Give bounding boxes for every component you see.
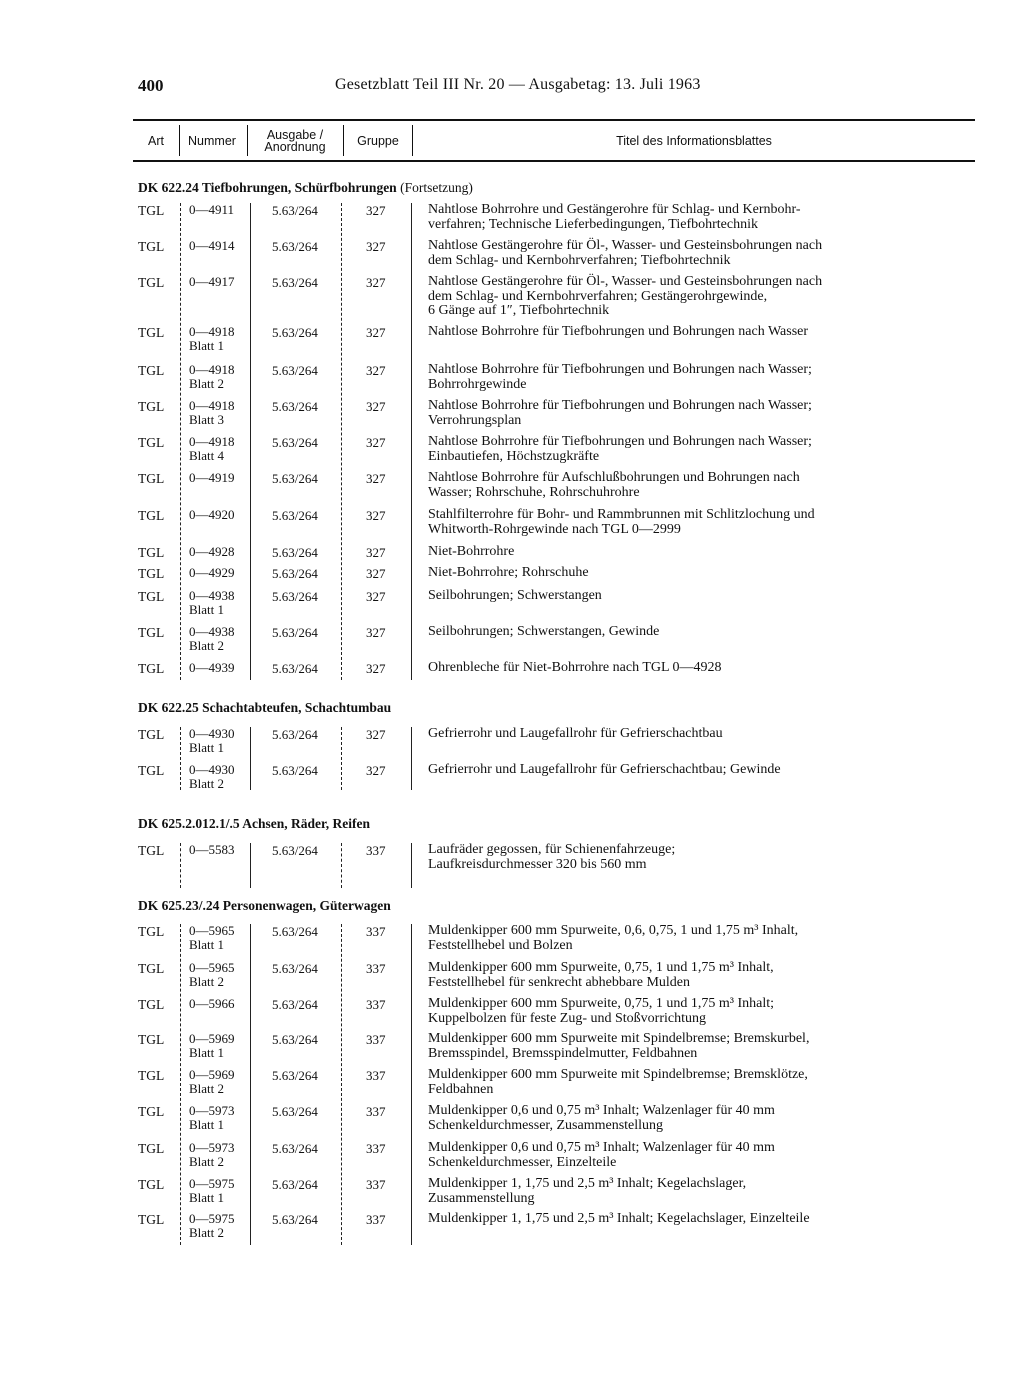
row-titel-line: Bohrrohrgewinde [428, 376, 527, 392]
column-rule [411, 727, 412, 790]
row-nummer [189, 566, 235, 580]
row-art: TGL [138, 843, 165, 858]
row-nummer-value: 0—4930 [189, 762, 235, 777]
row-ausgabe: 5.63/264 [272, 589, 318, 604]
row-titel [428, 1068, 933, 1097]
row-ausgabe: 5.63/264 [272, 1104, 318, 1119]
row-ausgabe: 5.63/264 [272, 239, 318, 254]
row-titel [428, 435, 933, 464]
row-art: TGL [138, 471, 165, 486]
row-gruppe: 337 [366, 843, 386, 858]
row-titel-line: Nahtlose Bohrrohre für Tiefbohrungen und Bohrungen nach Wasser; [428, 362, 812, 377]
row-titel-line: Bremsspindel, Bremsspindelmutter, Feldbahnen [428, 1045, 698, 1061]
row-nummer [189, 843, 235, 857]
section-heading [138, 898, 391, 914]
row-ausgabe: 5.63/264 [272, 545, 318, 560]
column-rule [341, 924, 342, 1245]
row-art: TGL [138, 325, 165, 340]
row-nummer [189, 1177, 235, 1205]
section-dk-title [138, 180, 397, 195]
row-titel [428, 625, 933, 640]
column-ausgabe [249, 121, 341, 160]
column-rule [250, 727, 251, 790]
row-gruppe: 337 [366, 924, 386, 939]
row-nummer [189, 471, 235, 485]
section-heading [138, 180, 473, 196]
row-gruppe: 327 [366, 239, 386, 254]
row-nummer-value: 0—4918 [189, 398, 235, 413]
row-titel-line: Nahtlose Bohrrohre für Tiefbohrungen und Bohrungen nach Wasser; [428, 398, 812, 413]
row-titel-line: Nahtlose Bohrrohre für Aufschlußbohrungen und Bohrungen nach [428, 470, 800, 485]
row-nummer-value: 0—4929 [189, 565, 235, 580]
row-ausgabe: 5.63/264 [272, 1141, 318, 1156]
page-number: 400 [138, 76, 164, 95]
row-titel-line: Nahtlose Gestängerohre für Öl-, Wasser- und Gesteinsbohrungen nach [428, 274, 823, 289]
row-ausgabe: 5.63/264 [272, 1032, 318, 1047]
row-titel-line: Wasser; Rohrschuhe, Rohrschuhrohre [428, 484, 640, 500]
section-dk-code: DK 625.2.012.1/.5 [138, 816, 240, 831]
row-nummer [189, 203, 234, 217]
section-heading [138, 700, 391, 716]
row-titel [428, 203, 933, 232]
row-art: TGL [138, 924, 165, 939]
row-titel-line: Verrohrungsplan [428, 412, 522, 428]
row-nummer-value: 0—4919 [189, 470, 235, 485]
row-art: TGL [138, 275, 165, 290]
row-ausgabe: 5.63/264 [272, 508, 318, 523]
row-titel-line: Niet-Bohrrohre [428, 544, 515, 559]
row-titel-line: Muldenkipper 600 mm Spurweite mit Spindelbremse; Bremskurbel, [428, 1031, 810, 1046]
row-gruppe: 327 [366, 566, 386, 581]
column-rule [411, 924, 412, 1245]
row-gruppe: 337 [366, 997, 386, 1012]
row-titel [428, 1104, 933, 1133]
row-titel-line: Muldenkipper 600 mm Spurweite, 0,75, 1 und 1,75 m³ Inhalt, [428, 960, 774, 975]
row-nummer-value: 0—5965 [189, 923, 235, 938]
section-suffix: (Fortsetzung) [400, 180, 473, 195]
row-titel [428, 843, 933, 872]
row-titel [428, 325, 933, 340]
row-nummer [189, 661, 235, 675]
row-art: TGL [138, 363, 165, 378]
row-titel [428, 1212, 933, 1227]
row-titel [428, 545, 933, 560]
row-art: TGL [138, 997, 165, 1012]
row-nummer [189, 727, 235, 755]
row-nummer [189, 435, 235, 463]
row-nummer [189, 1032, 235, 1060]
row-titel [428, 239, 933, 268]
row-art: TGL [138, 763, 165, 778]
column-rule [411, 203, 412, 680]
row-nummer-value: 0—4918 [189, 324, 235, 339]
row-nummer-value: 0—4939 [189, 660, 235, 675]
row-nummer-value: 0—4914 [189, 238, 235, 253]
row-gruppe: 327 [366, 275, 386, 290]
row-blatt: Blatt 1 [189, 937, 225, 952]
row-titel-line: Gefrierrohr und Laugefallrohr für Gefrierschachtbau [428, 726, 723, 741]
row-nummer [189, 325, 235, 353]
row-blatt: Blatt 1 [189, 602, 225, 617]
row-gruppe: 337 [366, 961, 386, 976]
row-art: TGL [138, 508, 165, 523]
row-titel-line: Niet-Bohrrohre; Rohrschuhe [428, 565, 589, 580]
row-titel [428, 763, 933, 778]
section-name: Tiefbohrungen, Schürfbohrungen [201, 180, 397, 195]
row-titel-line: Seilbohrungen; Schwerstangen [428, 588, 602, 603]
row-titel [428, 961, 933, 990]
row-nummer-value: 0—4938 [189, 624, 235, 639]
column-rule [180, 727, 181, 790]
row-blatt: Blatt 1 [189, 1190, 225, 1205]
row-art: TGL [138, 435, 165, 450]
row-ausgabe: 5.63/264 [272, 203, 318, 218]
column-rule [250, 924, 251, 1245]
section-dk-title [138, 898, 391, 913]
row-titel-line: Muldenkipper 0,6 und 0,75 m³ Inhalt; Walzenlager für 40 mm [428, 1140, 775, 1155]
row-nummer [189, 763, 235, 791]
row-nummer-value: 0—5975 [189, 1211, 235, 1226]
row-art: TGL [138, 399, 165, 414]
row-titel-line: Feststellhebel und Bolzen [428, 937, 573, 953]
row-blatt: Blatt 2 [189, 638, 225, 653]
row-nummer [189, 545, 235, 559]
row-ausgabe: 5.63/264 [272, 961, 318, 976]
column-divider [247, 125, 248, 156]
row-nummer-value: 0—4917 [189, 274, 235, 289]
row-blatt: Blatt 2 [189, 1081, 225, 1096]
column-rule [250, 203, 251, 680]
row-blatt: Blatt 1 [189, 740, 225, 755]
row-titel [428, 1177, 933, 1206]
column-rule [180, 924, 181, 1245]
row-titel [428, 661, 933, 676]
row-nummer-value: 0—4930 [189, 726, 235, 741]
row-nummer-value: 0—5969 [189, 1067, 235, 1082]
row-gruppe: 327 [366, 661, 386, 676]
row-ausgabe: 5.63/264 [272, 1177, 318, 1192]
row-ausgabe: 5.63/264 [272, 275, 318, 290]
row-art: TGL [138, 961, 165, 976]
row-titel [428, 1032, 933, 1061]
row-gruppe: 337 [366, 1177, 386, 1192]
row-blatt: Blatt 3 [189, 412, 225, 427]
row-titel-line: Seilbohrungen; Schwerstangen, Gewinde [428, 624, 660, 639]
row-blatt: Blatt 2 [189, 1225, 225, 1240]
row-titel-line: Nahtlose Bohrrohre für Tiefbohrungen und Bohrungen nach Wasser; [428, 434, 812, 449]
section-dk-title [138, 816, 370, 831]
row-titel-line: Feststellhebel für senkrecht abhebbare Mulden [428, 974, 691, 990]
column-rule [250, 843, 251, 888]
row-ausgabe: 5.63/264 [272, 924, 318, 939]
row-gruppe: 327 [366, 763, 386, 778]
row-nummer-value: 0—4928 [189, 544, 235, 559]
row-blatt: Blatt 1 [189, 1117, 225, 1132]
row-ausgabe: 5.63/264 [272, 325, 318, 340]
row-art: TGL [138, 1177, 165, 1192]
row-gruppe: 337 [366, 1032, 386, 1047]
row-nummer [189, 1068, 235, 1096]
row-blatt: Blatt 2 [189, 376, 225, 391]
row-gruppe: 327 [366, 508, 386, 523]
row-nummer [189, 625, 235, 653]
row-gruppe: 327 [366, 471, 386, 486]
column-rule [180, 843, 181, 888]
column-header [133, 119, 975, 162]
row-titel-line: Feldbahnen [428, 1081, 494, 1097]
row-titel-line: Nahtlose Bohrrohre für Tiefbohrungen und Bohrungen nach Wasser [428, 324, 809, 339]
row-gruppe: 327 [366, 435, 386, 450]
row-titel-line: Muldenkipper 1, 1,75 und 2,5 m³ Inhalt; Kegelachslager, [428, 1176, 747, 1191]
row-art: TGL [138, 203, 165, 218]
row-titel-line: Schenkeldurchmesser, Zusammenstellung [428, 1117, 664, 1133]
row-gruppe: 337 [366, 1104, 386, 1119]
section-dk-code: DK 625.23/.24 [138, 898, 220, 913]
row-nummer [189, 961, 235, 989]
section-heading [138, 816, 370, 832]
row-titel-line: dem Schlag- und Kernbohrverfahren; Gestängerohrgewinde, [428, 288, 768, 304]
row-titel-line: Laufkreisdurchmesser 320 bis 560 mm [428, 856, 647, 872]
column-rule [180, 203, 181, 680]
row-gruppe: 327 [366, 363, 386, 378]
row-titel-line: 6 Gänge auf 1″, Tiefbohrtechnik [428, 303, 610, 318]
row-titel [428, 1141, 933, 1170]
row-nummer-value: 0—5583 [189, 842, 235, 857]
row-gruppe: 337 [366, 1212, 386, 1227]
row-art: TGL [138, 661, 165, 676]
row-nummer-value: 0—5969 [189, 1031, 235, 1046]
row-ausgabe: 5.63/264 [272, 399, 318, 414]
row-art: TGL [138, 545, 165, 560]
row-titel-line: Muldenkipper 1, 1,75 und 2,5 m³ Inhalt; Kegelachslager, Einzelteile [428, 1211, 810, 1226]
column-gruppe: Gruppe [357, 133, 399, 148]
row-titel [428, 997, 933, 1026]
row-art: TGL [138, 1032, 165, 1047]
row-nummer [189, 1212, 235, 1240]
row-titel-line: Zusammenstellung [428, 1190, 535, 1206]
row-ausgabe: 5.63/264 [272, 763, 318, 778]
column-ausgabe-line1: Ausgabe / [266, 127, 324, 142]
row-titel-line: Whitworth-Rohrgewinde nach TGL 0—2999 [428, 521, 681, 537]
row-nummer-value: 0—4918 [189, 434, 235, 449]
row-ausgabe: 5.63/264 [272, 625, 318, 640]
row-nummer-value: 0—5966 [189, 996, 235, 1011]
row-ausgabe: 5.63/264 [272, 843, 318, 858]
row-gruppe: 327 [366, 545, 386, 560]
row-blatt: Blatt 2 [189, 776, 225, 791]
row-nummer-value: 0—5975 [189, 1176, 235, 1191]
row-titel-line: Muldenkipper 600 mm Spurweite, 0,6, 0,75, 1 und 1,75 m³ Inhalt, [428, 923, 799, 938]
section-dk-code: DK 622.24 [138, 180, 199, 195]
section-dk-code: DK 622.25 [138, 700, 199, 715]
row-titel-line: Nahtlose Gestängerohre für Öl-, Wasser- und Gesteinsbohrungen nach [428, 238, 823, 253]
row-titel-line: Gefrierrohr und Laugefallrohr für Gefrierschachtbau; Gewinde [428, 762, 781, 777]
row-gruppe: 327 [366, 727, 386, 742]
row-art: TGL [138, 239, 165, 254]
column-divider [343, 125, 344, 156]
row-art: TGL [138, 727, 165, 742]
row-ausgabe: 5.63/264 [272, 1068, 318, 1083]
row-titel [428, 924, 933, 953]
row-gruppe: 327 [366, 399, 386, 414]
row-ausgabe: 5.63/264 [272, 661, 318, 676]
row-titel-line: Muldenkipper 0,6 und 0,75 m³ Inhalt; Walzenlager für 40 mm [428, 1103, 775, 1118]
row-nummer [189, 997, 235, 1011]
row-gruppe: 337 [366, 1141, 386, 1156]
row-nummer [189, 1104, 235, 1132]
row-blatt: Blatt 1 [189, 1045, 225, 1060]
row-titel [428, 399, 933, 428]
row-art: TGL [138, 625, 165, 640]
row-titel [428, 508, 933, 537]
row-nummer-value: 0—4938 [189, 588, 235, 603]
row-nummer-value: 0—4918 [189, 362, 235, 377]
row-titel-line: Nahtlose Bohrrohre und Gestängerohre für Schlag- und Kernbohr- [428, 202, 801, 217]
row-titel-line: Kuppelbolzen für feste Zug- und Stoßvorrichtung [428, 1010, 706, 1026]
row-titel-line: Laufräder gegossen, für Schienenfahrzeuge; [428, 842, 676, 857]
row-blatt: Blatt 4 [189, 448, 225, 463]
row-art: TGL [138, 589, 165, 604]
section-name: Personenwagen, Güterwagen [222, 898, 391, 913]
row-nummer [189, 924, 235, 952]
row-nummer [189, 589, 235, 617]
row-nummer [189, 239, 235, 253]
row-nummer-value: 0—4920 [189, 507, 235, 522]
row-blatt: Blatt 2 [189, 1154, 225, 1169]
row-nummer [189, 399, 235, 427]
row-titel [428, 566, 933, 581]
row-blatt: Blatt 1 [189, 338, 225, 353]
row-nummer-value: 0—5973 [189, 1140, 235, 1155]
column-rule [411, 843, 412, 888]
column-ausgabe-line2: Anordnung [264, 139, 326, 154]
row-blatt: Blatt 2 [189, 974, 225, 989]
row-art: TGL [138, 1104, 165, 1119]
row-gruppe: 327 [366, 589, 386, 604]
row-titel-line: Muldenkipper 600 mm Spurweite mit Spindelbremse; Bremsklötze, [428, 1067, 808, 1082]
row-titel [428, 363, 933, 392]
section-name: Schachtabteufen, Schachtumbau [202, 700, 392, 715]
row-ausgabe: 5.63/264 [272, 471, 318, 486]
row-nummer-value: 0—5965 [189, 960, 235, 975]
row-titel-line: dem Schlag- und Kernbohrverfahren; Tiefbohrtechnik [428, 252, 731, 268]
row-gruppe: 327 [366, 325, 386, 340]
row-titel-line: Schenkeldurchmesser, Einzelteile [428, 1154, 617, 1170]
column-rule [341, 727, 342, 790]
row-titel [428, 275, 933, 319]
row-art: TGL [138, 1068, 165, 1083]
row-titel-line: Stahlfilterrohre für Bohr- und Rammbrunnen mit Schlitzlochung und [428, 507, 815, 522]
row-art: TGL [138, 566, 165, 581]
row-nummer [189, 1141, 235, 1169]
row-nummer-value: 0—5973 [189, 1103, 235, 1118]
row-titel [428, 471, 933, 500]
row-ausgabe: 5.63/264 [272, 997, 318, 1012]
row-titel [428, 727, 933, 742]
column-titel: Titel des Informationsblattes [616, 133, 772, 148]
row-gruppe: 337 [366, 1068, 386, 1083]
row-titel-line: Muldenkipper 600 mm Spurweite, 0,75, 1 und 1,75 m³ Inhalt; [428, 996, 774, 1011]
row-titel-line: Einbautiefen, Höchstzugkräfte [428, 448, 600, 464]
row-ausgabe: 5.63/264 [272, 1212, 318, 1227]
column-nummer: Nummer [188, 133, 236, 148]
row-titel-line: Ohrenbleche für Niet-Bohrrohre nach TGL 0—4928 [428, 660, 722, 675]
row-gruppe: 327 [366, 203, 386, 218]
running-header: Gesetzblatt Teil III Nr. 20 — Ausgabetag: 13. Juli 1963 [335, 76, 701, 93]
row-nummer [189, 363, 235, 391]
row-nummer [189, 508, 235, 522]
row-titel-line: verfahren; Technische Lieferbedingungen, Tiefbohrtechnik [428, 216, 758, 232]
column-art: Art [148, 133, 164, 148]
column-rule [341, 843, 342, 888]
row-nummer-value: 0—4911 [189, 202, 235, 217]
row-nummer [189, 275, 235, 289]
row-gruppe: 327 [366, 625, 386, 640]
row-ausgabe: 5.63/264 [272, 363, 318, 378]
row-ausgabe: 5.63/264 [272, 727, 318, 742]
row-titel [428, 589, 933, 604]
column-rule [341, 203, 342, 680]
row-ausgabe: 5.63/264 [272, 435, 318, 450]
section-name: Achsen, Räder, Reifen [242, 816, 371, 831]
row-art: TGL [138, 1212, 165, 1227]
row-art: TGL [138, 1141, 165, 1156]
row-ausgabe: 5.63/264 [272, 566, 318, 581]
section-dk-title [138, 700, 391, 715]
